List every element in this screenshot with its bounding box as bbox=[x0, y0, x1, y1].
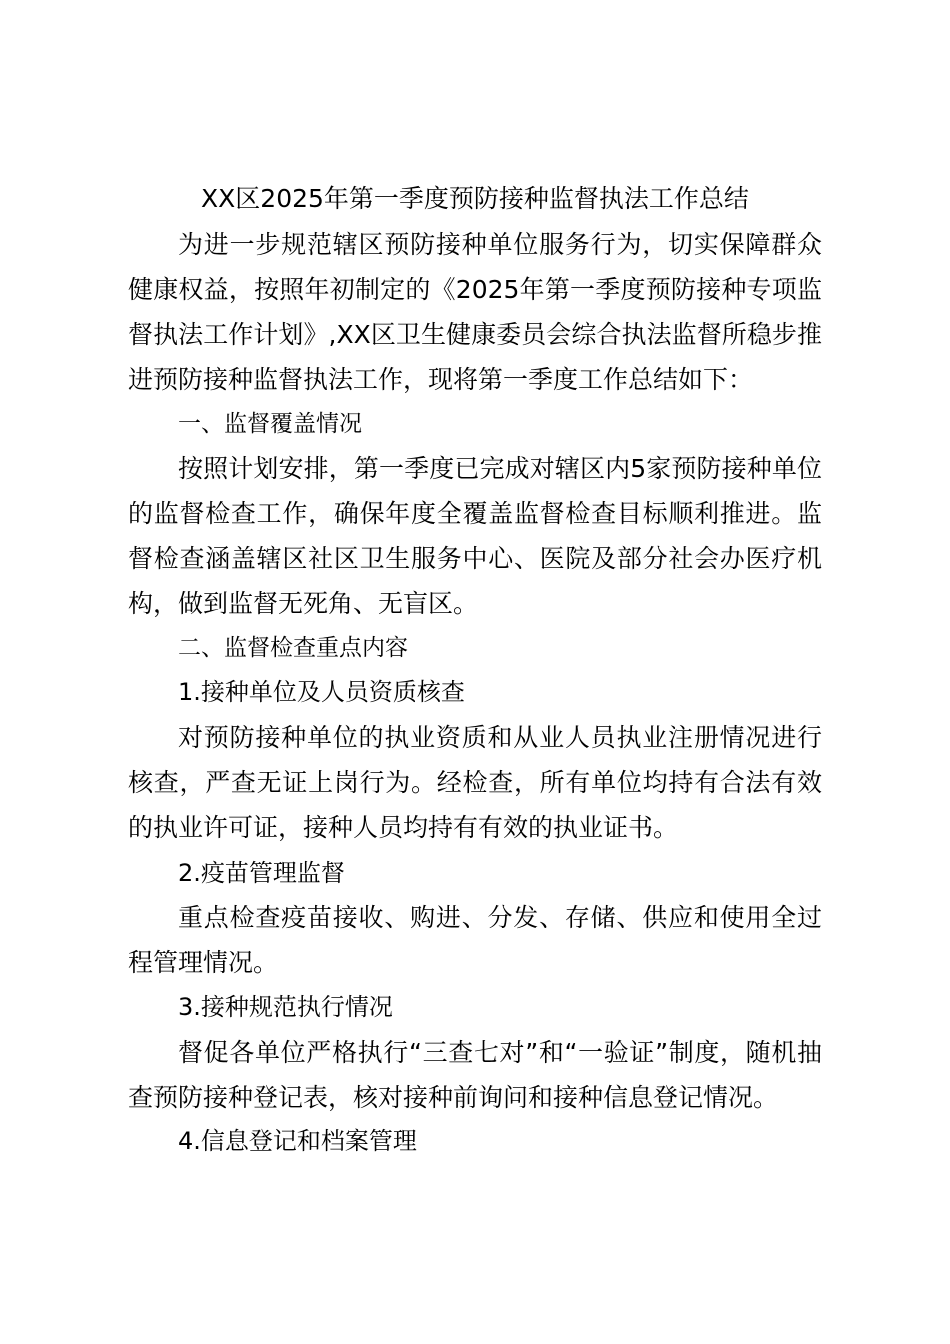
item-1-heading: 1.接种单位及人员资质核查 bbox=[178, 678, 465, 706]
item-4-heading: 4.信息登记和档案管理 bbox=[178, 1127, 417, 1155]
section-1-paragraph: 按照计划安排，第一季度已完成对辖区内5家预防接种单位的监督检查工作，确保年度全覆盖监督检查目标顺利推进。监督检查涵盖辖区社区卫生服务中心、医院及部分社会办医疗机构，做到监督无死角、无盲区。 bbox=[128, 454, 822, 618]
item-3-heading: 3.接种规范执行情况 bbox=[178, 993, 393, 1021]
section-1-heading: 一、监督覆盖情况 bbox=[178, 411, 362, 437]
item-2-paragraph: 重点检查疫苗接收、购进、分发、存储、供应和使用全过程管理情况。 bbox=[128, 903, 822, 977]
item-2-heading: 2.疫苗管理监督 bbox=[178, 859, 345, 887]
item-3-paragraph: 督促各单位严格执行“三查七对”和“一验证”制度，随机抽查预防接种登记表，核对接种前询问和接种信息登记情况。 bbox=[128, 1038, 822, 1112]
section-2-heading: 二、监督检查重点内容 bbox=[178, 635, 408, 661]
intro-paragraph: 为进一步规范辖区预防接种单位服务行为，切实保障群众健康权益，按照年初制定的《2025年第一季度预防接种专项监督执法工作计划》,XX区卫生健康委员会综合执法监督所稳步推进预防接种监督执法工作，现将第一季度工作总结如下： bbox=[128, 230, 822, 394]
document-title: XX区2025年第一季度预防接种监督执法工作总结 bbox=[201, 184, 749, 213]
item-1-paragraph: 对预防接种单位的执业资质和从业人员执业注册情况进行核查，严查无证上岗行为。经检查，所有单位均持有合法有效的执业许可证，接种人员均持有有效的执业证书。 bbox=[128, 723, 822, 842]
